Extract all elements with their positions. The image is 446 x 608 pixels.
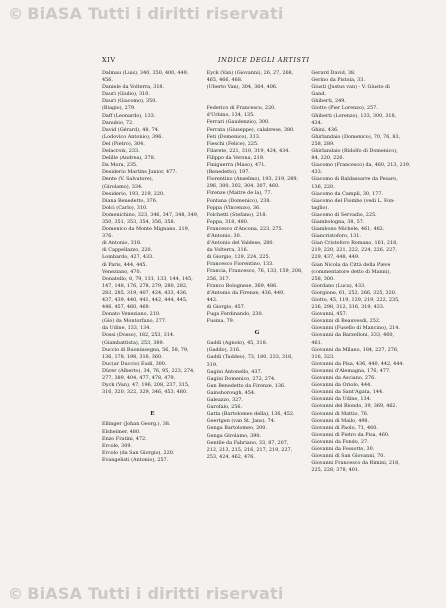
index-entry: Ferrari (Gaudenzio), 300. [206,119,270,126]
index-entry: 136, 178, 198, 316, 360. [102,353,163,360]
index-entry: Daff (Leonardo), 133. [102,112,156,119]
index-entry: 442. [206,296,218,303]
index-entry: 456. [102,77,113,84]
index-columns [102,70,412,474]
index-entry: Filarete, 221, 310, 319, 424, 434. [206,147,290,154]
index-entry: 225, 228, 378, 401. [311,467,360,474]
index-entry: (Giambattista), 253, 389. [102,339,165,346]
index-entry: d'Antonio da Firenze, 436, 440, [206,289,285,296]
index-entry: Duc(ar Duccio) Eudi, 300. [102,360,167,367]
index-entry: Da Mora, 235. [102,162,138,169]
index-entry: Giacomo di Baldassarre da Pesaro, [311,176,398,183]
index-entry: 316, 323. [311,353,335,360]
index-entry: Gaddi (Agnolo), 45, 318. [206,340,268,347]
index-entry: Giambologna, 38, 57. [311,218,365,225]
watermark-text: BiASA Tutti i diritti riservati [27,4,284,23]
page-number: XIV [102,56,116,64]
index-entry: Giovanni di Mailo, 498. [311,417,370,424]
index-entry: 229, 437, 448, 449. [311,254,360,261]
index-entry: Giovanni (Fusello di Mancino), 214. [311,325,400,332]
index-entry: Donatello, 8, 79, 131, 133, 144, 145, [102,275,193,282]
index-entry: di Giorgio, 129, 224, 225. [206,254,271,261]
index-entry: Fuga Ferdinando, 230. [206,311,264,317]
index-entry: Fusina, 79. [206,318,235,325]
section-letter-e: E [150,411,155,418]
index-entry: 236, 298, 312, 316, 319, 433. [311,304,385,311]
index-entry: Giovanni da Udine, 134. [311,396,372,403]
index-entry: 296, 300, 302, 304, 307, 460. [206,183,280,190]
index-entry: Giovanni di Paolo, 71, 460. [311,424,378,431]
index-entry: 316, 320, 322, 329, 346, 453, 480. [102,389,188,396]
index-entry: Giovanni del Biondo, 39, 369, 462. [311,403,398,410]
index-entry: Giambono Michele, 461, 462. [311,226,385,233]
index-entry: 437, 439, 440, 441, 442, 444, 445, [102,297,188,303]
index-entry: 283, 285, 319, 407, 424, 433, 436, [102,289,188,296]
index-entry: Eyck (Van) (Giovanni), 26, 27, 268, [206,70,294,76]
index-entry: Domenico da Monte Mignano, 219, [102,226,190,233]
index-entry: Folchetti (Stefano), 218. [206,211,267,218]
index-entry: Gerino da Pistoia, 33. [311,77,365,84]
index-entry: Giovanni da Fossotto, 30. [311,445,375,452]
index-entry: Giovanni di Mattio, 76. [311,410,369,417]
index-entry: 465, 466, 468. [206,77,243,84]
index-entry: 350, 351, 353, 354, 356, 358. [102,218,176,225]
watermark-text: BiASA Tutti i diritti riservati [27,584,284,603]
index-entry: Giovanni di San Giovanni, 70. [311,453,385,460]
index-entry: Ercolo (da San Giorgio), 220. [102,449,175,456]
index-entry: Gainsborough, 454. [206,389,256,396]
index-entry: Feti (Domenico), 313. [206,133,261,140]
index-entry: Giacomo da Campli, 30, 177. [311,190,384,197]
index-entry: Dauri (Giacomo), 350. [102,98,157,105]
index-entry: Firenze (Maitre de la), 77. [206,190,273,197]
index-entry: Ellinger (Johan Georg.), 38. [102,421,171,428]
page-header [102,56,412,64]
index-entry: Gagini Domenico, 272, 274. [206,375,276,382]
index-entry: Giovanni di Beauvesdi, 252. [311,318,381,325]
index-entry: Giovanni da Oriolo, 444. [311,382,372,389]
index-entry: Gian Nicola da Città della Pieve [311,261,391,268]
index-entry: Giorgione, 61, 252, 266, 325, 320. [311,289,397,296]
column-2-entries [207,70,308,325]
index-entry: da Udine, 133, 134. [102,325,151,332]
index-entry: 277, 389, 404, 477, 478, 479. [102,375,176,382]
index-entry: Ghirlandaio (Ridolfo di Domenico), [311,148,398,155]
index-entry: Franco Bolognese, 369, 486. [206,282,278,289]
index-entry: Giovanni d'Alemagna, 176, 477. [311,367,391,374]
index-entry: Dalmau (Luis), 340, 350, 400, 449, [102,70,189,76]
index-entry: Fontana (Domenico), 238. [206,197,272,204]
index-entry: Danubio, 72. [102,119,134,126]
index-entry: Fiorentino (Anselmo), 193, 219, 289, [206,176,299,183]
index-entry: Ghini, 436. [311,126,339,133]
index-entry: Dyck (Van), 47, 196, 208, 237, 315, [102,382,190,389]
index-entry: Desiderio, 193, 219, 220. [102,190,165,197]
section-letter-g: G [254,330,260,337]
index-entry: Giacomo del Fiombo (vedi L. Fon- [311,197,395,204]
index-entry: 433. [311,169,323,176]
index-entry: 219, 220, 221, 222, 224, 226, 227, [311,247,397,254]
watermark-bottom [0,584,446,603]
index-entry: Giovanni, 457. [311,311,348,318]
index-entry: d'Urbino, 134, 135. [206,112,255,119]
index-entry: (Girolamo), 334. [102,183,143,190]
index-entry [207,91,308,105]
index-entry: 253, 424, 462, 476. [206,453,255,460]
index-entry: Evangelisti (Antonio), 257. [102,456,169,463]
index-entry: Giovanni da Asciano, 276. [311,375,376,382]
index-entry: Dente (V. Salvatore), [102,176,154,183]
index-entry: Daniele da Volterra, 318. [102,84,165,91]
index-entry: Gian Cristoforo Romano, 161, 218, [311,240,398,247]
index-entry: 461. [311,339,323,346]
index-entry: (Benedetto), 197. [206,169,250,176]
watermark-top [0,4,446,23]
index-entry: 147, 148, 176, 278, 279, 280, 282, [102,282,188,289]
index-entry: Elsheimer, 480. [102,428,141,435]
index-entry: Giovanni di Pietro da Pisa, 460. [311,431,390,438]
index-entry: (Lodovico Antonio), 396. [102,133,163,140]
index-entry: 256, 317. [206,275,231,282]
copyright-icon: © [8,5,24,23]
index-entry: Dauri (Giulio), 310. [102,91,150,98]
spacer [102,396,203,406]
index-entry: Ercole, 309. [102,442,133,449]
column-3-entries [311,70,412,474]
index-entry: Giovanni Francesco da Rimini, 218, [311,460,400,467]
index-entry: Giovanni da Barzelloni, 333, 460, [311,332,395,339]
index-entry: Giovanni da Sant'Agata, 144. [311,389,384,396]
copyright-icon: © [8,585,24,603]
index-entry: Giancristoforo, 131. [311,233,361,240]
index-entry: Genga Bartolomeo, 200. [206,425,267,432]
index-entry: Gand. [311,91,327,98]
index-entry: Giovanni da Pisa, 436, 440, 442, 444. [311,360,405,367]
index-entry: Gan Benedetto da Firenze, 136. [206,382,286,389]
index-entry: Foppa, 318, 480. [206,218,249,225]
index-entry: Gagini Antonello, 437. [206,368,263,375]
index-entry: Duccio di Buoninsegna, 56, 58, 79, [102,346,189,353]
index-entry: Galeazzo, 327. [206,397,243,404]
index-entry: 258, 300. [311,275,335,282]
index-column-1 [102,70,203,474]
index-entry: 212, 213, 215, 216, 217, 219, 227, [206,446,293,453]
index-entry: Filippo da Verona, 219. [206,154,265,161]
index-entry: Ghiberti, 249. [311,98,346,105]
index-entry: Giovanni da Milano, 184, 227, 276, [311,346,399,353]
index-entry: 434. [311,119,323,126]
column-2-g-entries [207,340,308,461]
index-entry: Geertgen (van St. Jans), 74. [206,418,276,425]
index-entry: (Uberto Van), 304, 364, 406. [206,84,278,91]
index-entry: Donato Veneziano, 210. [102,311,161,318]
index-entry: Giotto, 45, 119, 129, 219, 222, 235, [311,297,400,303]
index-entry: da Volterra, 316. [206,247,249,254]
index-entry: (Gio) da Montorfano, 277. [102,318,167,325]
index-entry: di Cappellazzo, 220. [102,247,153,254]
index-entry: Dossi (Dosso), 182, 253, 314. [102,332,175,339]
index-entry: Ghirlandaio (Domenico), 70, 76, 83, [311,133,401,140]
index-entry: David (Gérard), 48, 74. [102,126,160,133]
index-entry: Diana Benedetto, 376. [102,197,158,204]
index-entry: d'Antonio del Valdese, 280. [206,240,275,247]
index-entry: taglio). [311,204,329,211]
index-entry: Lombardo, 427, 433. [102,254,154,261]
index-entry: d'Antonio, 30. [206,232,242,239]
index-column-2 [207,70,308,474]
index-entry: Finiguerra (Maso), 471. [206,162,266,169]
index-entry: Del (Pietro), 304. [102,140,145,147]
page-title: INDICE DEGLI ARTISTI [218,56,310,64]
index-entry: Delille (Andrea), 378. [102,155,156,162]
index-entry: Ghiberti (Lorenzo), 133, 300, 318, [311,112,397,119]
index-entry: (commentatore detto di Manni), [311,268,391,275]
index-entry: Garofalo, 256. [206,404,243,411]
index-entry: Giacomo (Francesco) da, 460, 213, 219, [311,162,411,169]
index-entry: Genga Girolamo, 390. [206,432,262,439]
index-entry: 258, 289. [311,140,335,147]
index-entry: 84, 220, 226. [311,155,345,162]
index-entry: Desiderio Martins Junior, 477. [102,169,177,176]
index-entry: Fieschi (Felice), 225. [206,140,259,147]
index-entry: 376. [102,233,113,240]
index-entry: Giacomo di Servadio, 225. [311,211,377,218]
index-entry: Gerard David, 38. [311,70,356,76]
index-entry: 136, 220. [311,183,335,190]
index-column-3 [311,70,412,474]
index-entry: di Giorgio, 457. [206,303,246,310]
index-entry: Federico di Francesco, 220. [206,105,276,112]
index-entry: Gaddi (Taddeo), 73, 180, 233, 316, [206,354,293,361]
index-entry: Giotto (Pier Lorenzo), 257. [311,105,378,112]
column-1-entries [102,70,203,396]
index-entry: Francia, Francesco, 76, 133, 159, 208, [206,268,303,275]
index-entry: di Paris, 444, 445. [102,261,148,268]
index-entry: Dolci (Carlo), 310. [102,204,148,211]
index-entry: Francesco Fiorentino, 133. [206,261,274,268]
column-1-e-entries [102,421,203,464]
index-entry: (Biagio), 279. [102,105,136,112]
index-entry: di Antonio, 318. [102,240,142,247]
index-entry: Gentile da Fabriano, 33, 87, 207, [206,439,289,446]
index-entry: Giusti (Justus van) - V. Giusto di [311,84,390,91]
index-page [102,56,412,576]
index-entry: Veneziano, 470. [102,268,142,275]
index-entry: 446, 457, 460, 469. [102,304,151,311]
index-entry: Ferrata (Giuseppe), calabrese, 380. [206,126,295,133]
index-entry: Giovanni da Fondo, 27. [311,438,369,445]
index-entry: Foppa (Vincenzo), 36. [206,204,261,211]
index-entry: 319. [206,361,218,368]
index-entry: Francesco d'Ancona, 223, 275. [206,225,284,232]
index-entry: Giordano (Luca), 433. [311,282,366,289]
index-entry: (Gaddo), 316. [206,347,241,354]
index-entry: Enzo Fratini, 472. [102,435,147,442]
index-entry: Delacroix, 233. [102,148,140,155]
index-entry: Domenichino, 323, 346, 347, 348, 349, [102,211,199,218]
index-entry: Gatta (Bartolomeo della), 136, 452. [206,411,295,418]
index-entry: Dürer (Alberto), 34, 76, 95, 223, 274, [102,367,195,374]
